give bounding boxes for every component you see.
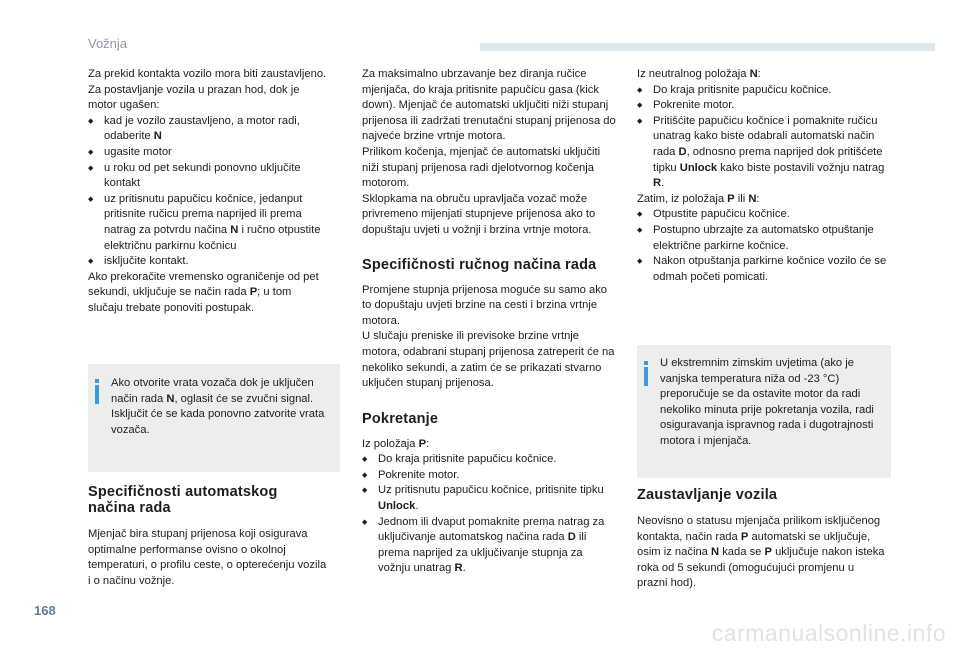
list-item: ◆ u roku od pet sekundi ponovno uključite kontakt (88, 161, 328, 192)
section-heading: Specifičnosti automatskog načina rada (88, 484, 278, 516)
list-item: ◆ isključite kontakt. (88, 254, 328, 270)
list-item: ◆ Pokrenite motor. (637, 98, 887, 114)
intro-text-2: Za postavljanje vozila u prazan hod, dok je motor ugašen: (88, 83, 300, 112)
list-item: ◆ Pritišćite papučicu kočnice i pomaknite ručicu unatrag kako biste odabrali automatski način rada D, odnosno prema naprijed dok pritišćete tipku Unlock kako biste postavili vožnju natrag R. (637, 114, 887, 192)
kickdown-text: Za maksimalno ubrzavanje bez diranja ručice mjenjača, do kraja pritisnite papučicu gasa (kick down). Mjenjač će automatski uključiti niži stupanj prijenosa ili zadržati trenutačni stupanj prijenosa do najveće brzine vrtnje motora. (362, 68, 616, 143)
column-3 (637, 67, 887, 285)
list-item: ◆ Do kraja pritisnite papučicu kočnice. (637, 83, 887, 99)
list-item: ◆ Postupno ubrzajte za automatsko otpuštanje električne parkirne kočnice. (637, 223, 887, 254)
start-intro: Iz položaja P: (362, 437, 430, 450)
header-bar (480, 43, 935, 51)
neutral-intro: Iz neutralnog položaja N: (637, 68, 761, 80)
info-text: Ako otvorite vrata vozača dok je uključen način rada N, oglasit će se zvučni signal. Isključit će se kada ponovno zatvorite vrata vozača. (111, 377, 325, 436)
list-item: ◆ Jednom ili dvaput pomaknite prema natrag za uključivanje automatskog načina rada D ili prema naprijed za uključivanje stupnja za vožnju unatrag R. (362, 515, 616, 577)
section-automatic (88, 484, 328, 589)
info-box-winter (637, 345, 891, 478)
list-item: ◆ kad je vozilo zaustavljeno, a motor radi, odaberite N (88, 114, 328, 145)
heading-start: Pokretanje (362, 410, 439, 427)
info-icon (644, 361, 648, 386)
list-item: ◆ uz pritisnutu papučicu kočnice, jedanput pritisnite ručicu prema naprijed ili prema natrag za potvrdu načina N i ručno otpustite električnu parkirnu kočnicu (88, 192, 328, 254)
paddles-text: Sklopkama na obruču upravljača vozač može privremeno mijenjati stupnjeve prijenosa ako to dopuštaju uvjeti u vožnji i brzina vrtnje motora. (362, 192, 596, 236)
section-title: Vožnja (88, 36, 128, 51)
braking-text: Prilikom kočenja, mjenjač će automatski uključiti niži stupanj prijenosa radi djelotvornog kočenja motorom. (362, 145, 601, 190)
list-item: ◆ Uz pritisnutu papučicu kočnice, pritisnite tipku Unlock. (362, 483, 616, 514)
info-box-door (88, 364, 340, 472)
watermark: carmanualsonline.info (711, 620, 946, 646)
list-item: ◆ Pokrenite motor. (362, 468, 616, 484)
then-intro: Zatim, iz položaja P ili N: (637, 192, 760, 205)
list-item: ◆ Otpustite papučicu kočnice. (637, 207, 887, 223)
list-item: ◆ ugasite motor (88, 145, 328, 161)
outro-text: Ako prekoračite vremensko ograničenje od pet sekundi, uključuje se način rada P; u tom slučaju trebate ponoviti postupak. (88, 270, 319, 314)
info-text: U ekstremnim zimskim uvjetima (ako je vanjska temperatura niža od -23 °C) preporučuje se da ostavite motor da radi nekoliko minuta prije pokretanja vozila, radi osiguravanja ispravnog rada i dugotrajnosti motora i mjenjača. (660, 357, 874, 447)
column-1 (88, 67, 328, 317)
manual-text-1: Promjene stupnja prijenosa moguće su samo ako to dopuštaju uvjeti brzine na cesti i brzina vrtnje motora. (362, 283, 608, 327)
list-item: ◆ Do kraja pritisnite papučicu kočnice. (362, 452, 616, 468)
column-2 (362, 67, 616, 577)
heading-manual: Specifičnosti ručnog načina rada (362, 256, 597, 273)
page-number: 168 (34, 603, 56, 618)
intro-text-1: Za prekid kontakta vozilo mora biti zaustavljeno. (88, 68, 327, 80)
section-text: Mjenjač bira stupanj prijenosa koji osigurava optimalne performanse ovisno o okolnoj temperaturi, o profilu ceste, o opterećenju vozila i o načinu vožnje. (88, 528, 327, 587)
section-stop (637, 487, 887, 592)
info-icon (95, 379, 99, 404)
list-item: ◆ Nakon otpuštanja parkirne kočnice vozilo će se odmah početi pomicati. (637, 254, 887, 285)
heading-stop: Zaustavljanje vozila (637, 487, 778, 503)
stop-text: Neovisno o statusu mjenjača prilikom isključenog kontakta, način rada P automatski se uključuje, osim iz načina N kada se P uključuje nakon isteka roka od 5 sekundi (omogućujući promjenu u prazni hod). (637, 515, 885, 590)
manual-text-2: U slučaju preniske ili previsoke brzine vrtnje motora, odabrani stupanj prijenosa zatreperit će na nekoliko sekundi, a zatim će se prikazati stvarno uključen stupanj prijenosa. (362, 330, 615, 390)
